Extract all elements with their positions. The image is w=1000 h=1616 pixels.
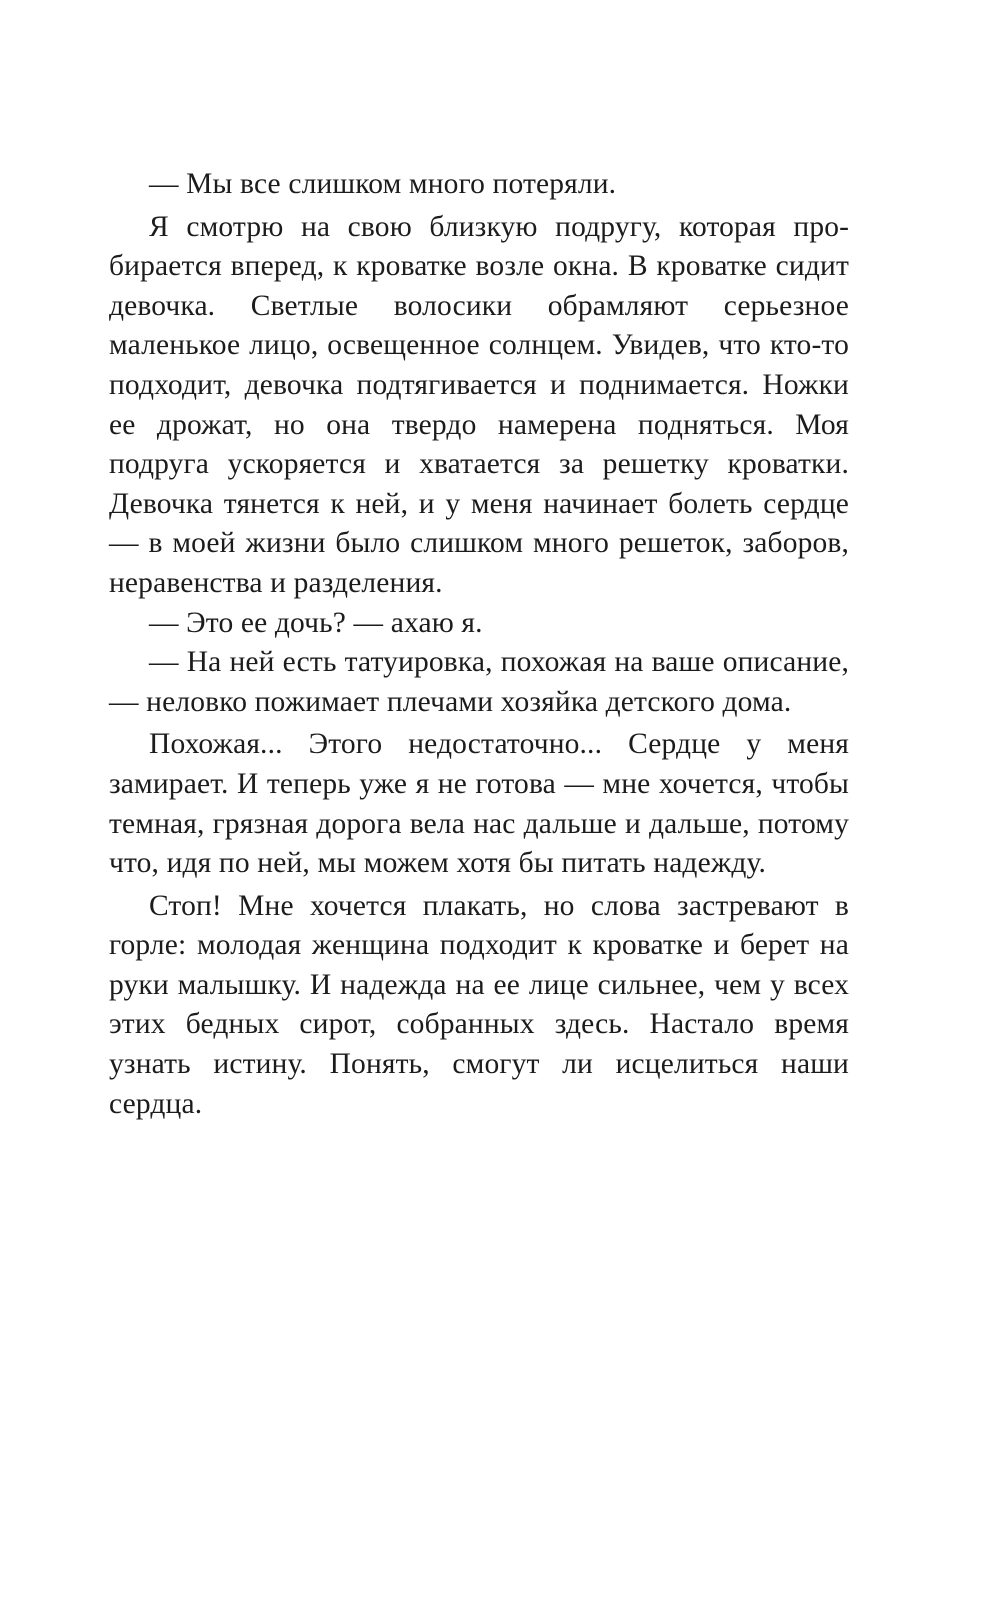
paragraph-6: Стоп! Мне хочется плакать, но слова застревают в горле: молодая женщина подходит к кроватке и берет на руки малышку. И надежда на ее лице сильнее, чем у всех этих бедных сирот, собранных здесь. Настало время узнать истину. Понять, смогут ли исцелиться наши сердца. [109, 889, 849, 1120]
paragraph-2: Я смотрю на свою близкую подругу, которая пробирается вперед, к кроватке возле окна. В кроватке сидит девочка. Светлые волосики обрамляют серьезное маленькое лицо, освещенное солнцем. Увидев, что кто-то подходит, девочка подтягивается и поднимается. Ножки ее дрожат, но она твердо намерена подняться. Моя подруга ускоряется и хватается за решетку кроватки. Девочка тянется к ней, и у меня начинает болеть сердце — в моей жизни было слишком много решеток, заборов, неравенства и разделения. [109, 210, 849, 599]
paragraph-1: — Мы все слишком много потеряли. [149, 168, 617, 200]
paragraph-4: — На ней есть татуировка, похожая на ваше описание, — неловко пожимает плечами хозяйка детского дома. [109, 646, 849, 718]
page-text [109, 165, 849, 1124]
paragraph-5: Похожая... Этого недостаточно... Сердце у меня замирает. И теперь уже я не готова — мне хочется, чтобы темная, грязная дорога вела нас дальше и дальше, потому что, идя по ней, мы можем хотя бы питать надежду. [109, 728, 849, 880]
paragraph-3: — Это ее дочь? — ахаю я. [149, 606, 483, 639]
